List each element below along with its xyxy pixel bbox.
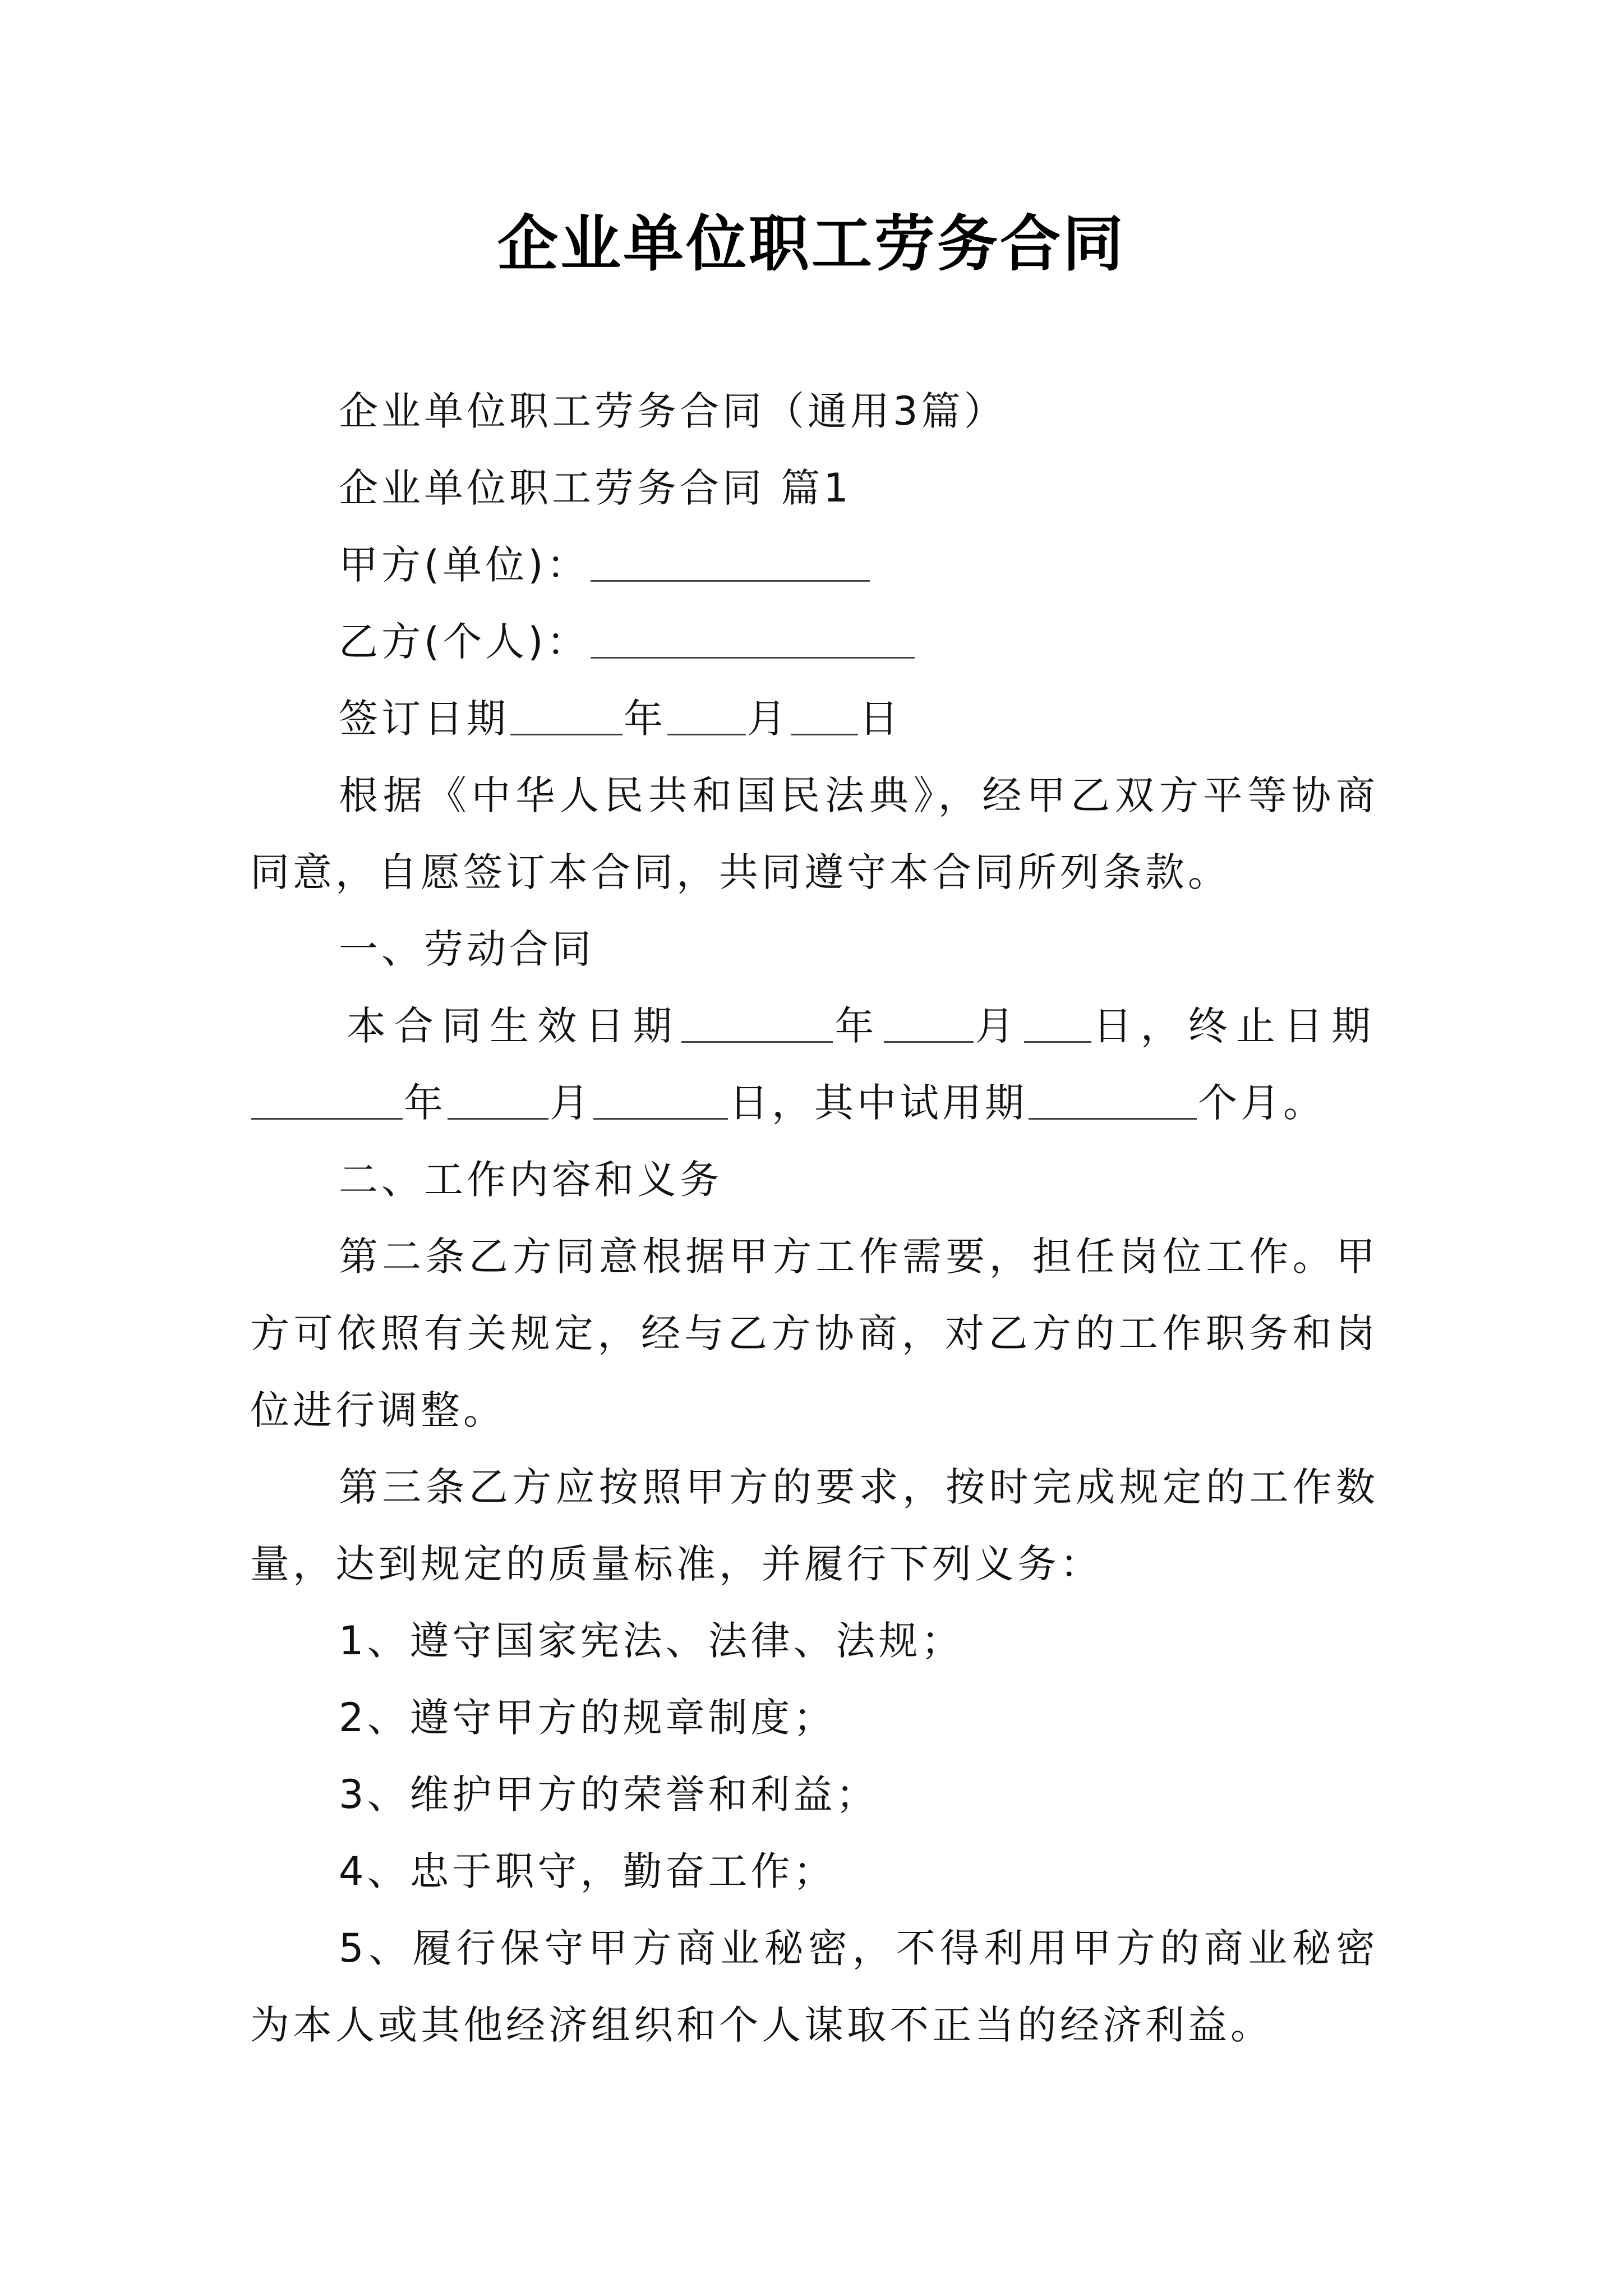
effective-day-blank [1024,1006,1091,1043]
effective-day-unit: 日 [1092,1003,1141,1049]
document-title: 企业单位职工劳务合同 [497,209,1126,279]
sign-year-blank [510,699,623,735]
end-month-unit: 月 [550,1080,592,1126]
article-2-paragraph: 第二条乙方同意根据甲方工作需要，担任岗位工作。甲方可依照有关规定，经与乙方协商，对乙方的工作职务和岗位进行调整。 [250,1234,1378,1433]
effective-month-unit: 月 [974,1003,1023,1049]
basis-paragraph: 根据《中华人民共和国民法典》，经甲乙双方平等协商同意，自愿签订本合同，共同遵守本合同所列条款。 [250,772,1378,895]
term-effective-label: 本合同生效日期 [347,1003,681,1049]
term-end-label: ，终止日期 [1140,1003,1379,1049]
effective-year-blank [681,1006,833,1043]
duty-item-1: 1、遵守国家宪法、法律、法规； [339,1618,964,1664]
effective-year-unit: 年 [834,1003,883,1049]
heading-work-duties: 二、工作内容和义务 [339,1157,722,1203]
end-year-blank [251,1083,403,1120]
duty-item-5: 5、履行保守甲方商业秘密，不得利用甲方的商业秘密为本人或其他经济组织和个人谋取不正当的经济利益。 [250,1925,1378,2048]
party-b-line [250,604,1378,680]
duty-item-2: 2、遵守甲方的规章制度； [339,1695,836,1741]
duty-item-4: 4、忠于职守，勤奋工作； [339,1848,836,1894]
end-day-blank [593,1083,728,1120]
sign-date-line [250,680,1378,757]
party-b-blank [591,622,915,659]
sign-day-unit: 日 [859,696,902,742]
end-year-unit: 年 [404,1080,446,1126]
probation-unit: 个月。 [1198,1080,1326,1126]
sign-year-unit: 年 [624,696,666,742]
article-3-paragraph: 第三条乙方应按照甲方的要求，按时完成规定的工作数量，达到规定的质量标准，并履行下列义务： [250,1464,1378,1587]
heading-labor-contract: 一、劳动合同 [339,926,594,972]
party-a-line [250,527,1378,604]
probation-blank [1029,1083,1197,1120]
contract-term-paragraph-cont [250,1065,1378,1142]
sign-day-blank [791,699,858,735]
end-month-blank [448,1083,548,1120]
contract-term-paragraph [250,988,1378,1065]
party-a-label: 甲方(单位)： [339,542,589,588]
document-body [250,373,1378,2064]
sign-date-label: 签订日期 [339,696,509,742]
sign-month-unit: 月 [747,696,790,742]
sign-month-blank [667,699,746,735]
party-a-blank [591,545,870,582]
effective-month-blank [884,1006,974,1043]
probation-label: 日，其中试用期 [729,1080,1027,1126]
party-b-label: 乙方(个人)： [339,619,589,665]
duty-item-3: 3、维护甲方的荣誉和利益； [339,1772,879,1818]
document-subtitle: 企业单位职工劳务合同（通用3篇） [339,388,1007,434]
section-heading: 企业单位职工劳务合同 篇1 [339,465,852,511]
